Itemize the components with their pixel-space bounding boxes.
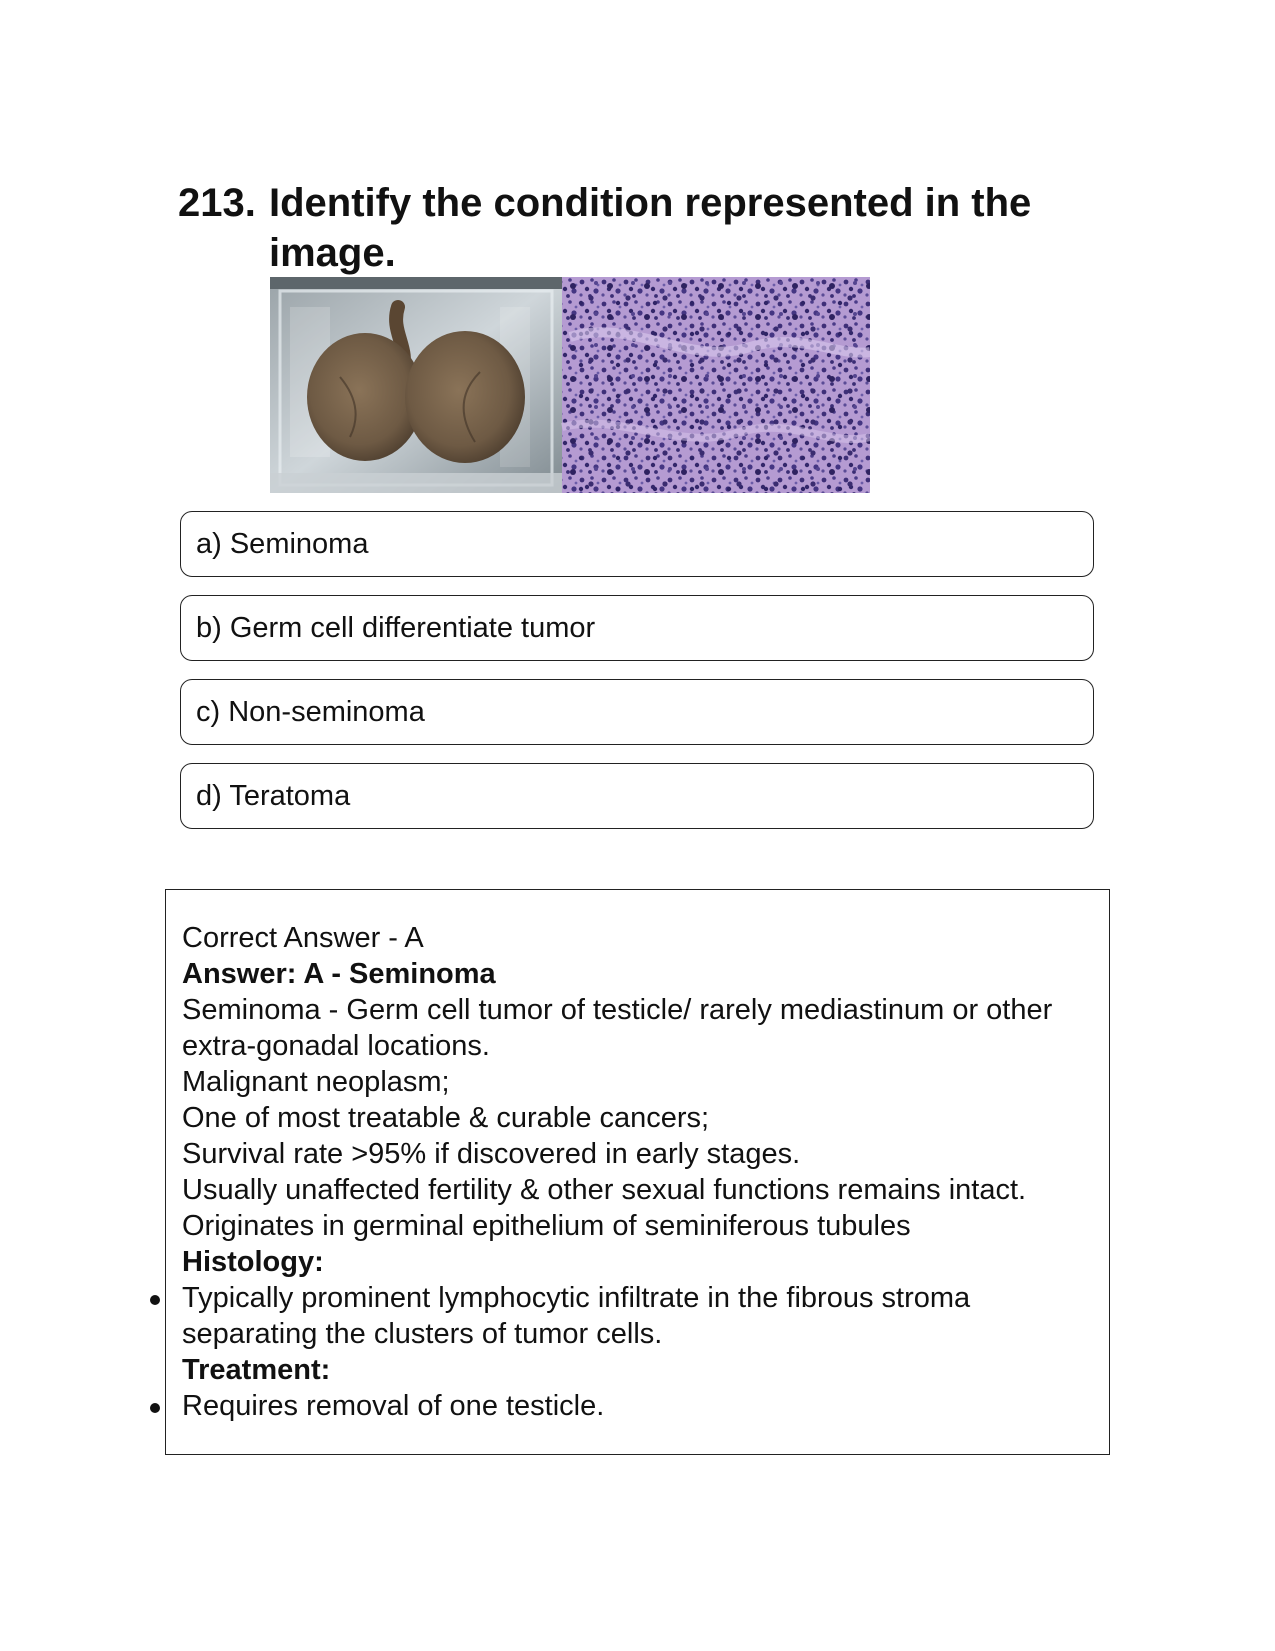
bullet-icon — [150, 1403, 160, 1413]
question-text: Identify the condition represented in the image. — [269, 181, 1032, 275]
answer-box — [165, 889, 1110, 1455]
answer-paragraph: One of most treatable & curable cancers; — [182, 1102, 710, 1134]
answer-paragraph: Seminoma - Germ cell tumor of testicle/ rarely mediastinum or other extra-gonadal locations. — [182, 994, 1053, 1062]
option-d[interactable]: d) Teratoma — [180, 763, 1094, 829]
answer-paragraph: Survival rate >95% if discovered in early stages. — [182, 1138, 801, 1170]
option-b[interactable]: b) Germ cell differentiate tumor — [180, 595, 1094, 661]
correct-answer: Correct Answer - A — [182, 922, 424, 954]
specimen-and-histology-image — [270, 277, 870, 493]
answer-paragraph: Usually unaffected fertility & other sexual functions remains intact. — [182, 1174, 1027, 1206]
bullet-icon — [150, 1295, 160, 1305]
treatment-heading: Treatment: — [182, 1354, 331, 1386]
answer-paragraph: Originates in germinal epithelium of seminiferous tubules — [182, 1210, 911, 1242]
option-c[interactable]: c) Non-seminoma — [180, 679, 1094, 745]
question-number: 213. — [178, 181, 256, 225]
treatment-bullet-text: Requires removal of one testicle. — [182, 1390, 605, 1422]
histology-bullet — [182, 1280, 1092, 1352]
question-image — [270, 277, 870, 493]
answer-paragraph: Malignant neoplasm; — [182, 1066, 450, 1098]
answer-content — [182, 920, 1092, 1424]
answer-heading: Answer: A - Seminoma — [182, 958, 496, 990]
histology-heading: Histology: — [182, 1246, 324, 1278]
histology-bullet-text: Typically prominent lymphocytic infiltrate in the fibrous stroma separating the clusters of tumor cells. — [182, 1282, 971, 1350]
option-a[interactable]: a) Seminoma — [180, 511, 1094, 577]
treatment-bullet — [182, 1388, 1092, 1424]
